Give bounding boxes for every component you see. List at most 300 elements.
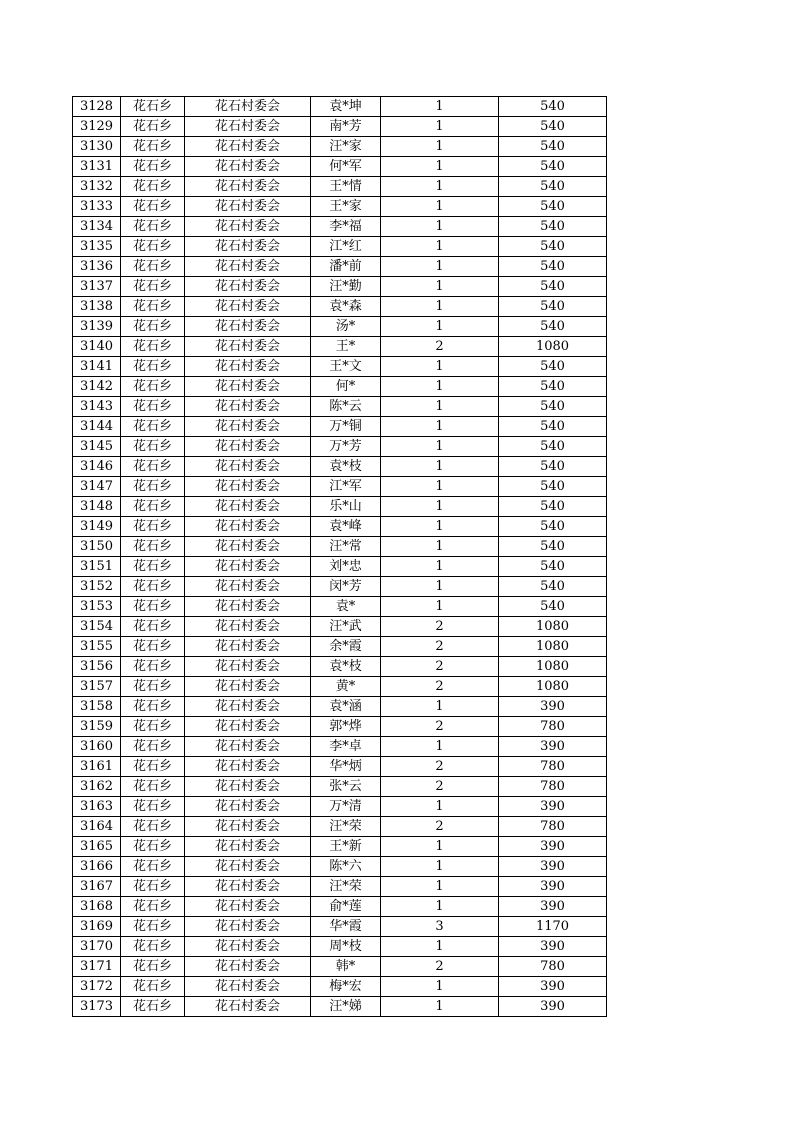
table-row: [73, 197, 607, 217]
name-cell: 韩*: [311, 957, 381, 977]
name-cell: 汤*: [311, 317, 381, 337]
town-cell: 花石乡: [121, 257, 185, 277]
count-cell: 1: [381, 157, 499, 177]
amount-cell: 540: [499, 417, 607, 437]
count-cell: 1: [381, 317, 499, 337]
count-cell: 2: [381, 617, 499, 637]
amount-cell: 540: [499, 237, 607, 257]
town-cell: 花石乡: [121, 457, 185, 477]
row-number-cell: 3144: [73, 417, 121, 437]
count-cell: 1: [381, 977, 499, 997]
name-cell: 王*家: [311, 197, 381, 217]
table-row: [73, 777, 607, 797]
name-cell: 袁*涵: [311, 697, 381, 717]
name-cell: 刘*忠: [311, 557, 381, 577]
name-cell: 汪*荣: [311, 817, 381, 837]
name-cell: 汪*常: [311, 537, 381, 557]
village-cell: 花石村委会: [185, 517, 311, 537]
amount-cell: 540: [499, 577, 607, 597]
row-number-cell: 3157: [73, 677, 121, 697]
town-cell: 花石乡: [121, 397, 185, 417]
town-cell: 花石乡: [121, 877, 185, 897]
name-cell: 王*新: [311, 837, 381, 857]
name-cell: 汪*娣: [311, 997, 381, 1017]
name-cell: 黄*: [311, 677, 381, 697]
amount-cell: 540: [499, 357, 607, 377]
table-row: [73, 317, 607, 337]
village-cell: 花石村委会: [185, 937, 311, 957]
row-number-cell: 3159: [73, 717, 121, 737]
amount-cell: 390: [499, 837, 607, 857]
table-row: [73, 717, 607, 737]
amount-cell: 540: [499, 157, 607, 177]
row-number-cell: 3173: [73, 997, 121, 1017]
town-cell: 花石乡: [121, 897, 185, 917]
amount-cell: 780: [499, 757, 607, 777]
count-cell: 1: [381, 877, 499, 897]
town-cell: 花石乡: [121, 97, 185, 117]
count-cell: 1: [381, 897, 499, 917]
table-row: [73, 897, 607, 917]
name-cell: 余*霞: [311, 637, 381, 657]
amount-cell: 540: [499, 377, 607, 397]
name-cell: 袁*枝: [311, 657, 381, 677]
village-cell: 花石村委会: [185, 797, 311, 817]
amount-cell: 540: [499, 97, 607, 117]
village-cell: 花石村委会: [185, 817, 311, 837]
amount-cell: 540: [499, 257, 607, 277]
town-cell: 花石乡: [121, 497, 185, 517]
town-cell: 花石乡: [121, 737, 185, 757]
name-cell: 王*情: [311, 177, 381, 197]
village-cell: 花石村委会: [185, 357, 311, 377]
village-cell: 花石村委会: [185, 737, 311, 757]
town-cell: 花石乡: [121, 717, 185, 737]
town-cell: 花石乡: [121, 177, 185, 197]
count-cell: 1: [381, 697, 499, 717]
town-cell: 花石乡: [121, 197, 185, 217]
village-cell: 花石村委会: [185, 637, 311, 657]
count-cell: 1: [381, 597, 499, 617]
count-cell: 1: [381, 397, 499, 417]
count-cell: 2: [381, 757, 499, 777]
town-cell: 花石乡: [121, 157, 185, 177]
town-cell: 花石乡: [121, 277, 185, 297]
count-cell: 1: [381, 517, 499, 537]
village-cell: 花石村委会: [185, 837, 311, 857]
village-cell: 花石村委会: [185, 537, 311, 557]
row-number-cell: 3129: [73, 117, 121, 137]
count-cell: 1: [381, 417, 499, 437]
count-cell: 2: [381, 657, 499, 677]
amount-cell: 540: [499, 457, 607, 477]
data-table: [72, 96, 607, 1017]
amount-cell: 540: [499, 557, 607, 577]
row-number-cell: 3145: [73, 437, 121, 457]
row-number-cell: 3158: [73, 697, 121, 717]
row-number-cell: 3171: [73, 957, 121, 977]
village-cell: 花石村委会: [185, 277, 311, 297]
village-cell: 花石村委会: [185, 877, 311, 897]
table-row: [73, 277, 607, 297]
row-number-cell: 3164: [73, 817, 121, 837]
row-number-cell: 3151: [73, 557, 121, 577]
town-cell: 花石乡: [121, 557, 185, 577]
town-cell: 花石乡: [121, 997, 185, 1017]
count-cell: 1: [381, 457, 499, 477]
town-cell: 花石乡: [121, 617, 185, 637]
table-row: [73, 477, 607, 497]
village-cell: 花石村委会: [185, 137, 311, 157]
count-cell: 1: [381, 477, 499, 497]
name-cell: 闵*芳: [311, 577, 381, 597]
row-number-cell: 3135: [73, 237, 121, 257]
table-row: [73, 357, 607, 377]
row-number-cell: 3139: [73, 317, 121, 337]
village-cell: 花石村委会: [185, 177, 311, 197]
name-cell: 江*红: [311, 237, 381, 257]
table-row: [73, 497, 607, 517]
table-row: [73, 537, 607, 557]
table-row: [73, 697, 607, 717]
village-cell: 花石村委会: [185, 237, 311, 257]
village-cell: 花石村委会: [185, 657, 311, 677]
village-cell: 花石村委会: [185, 257, 311, 277]
row-number-cell: 3130: [73, 137, 121, 157]
table-row: [73, 837, 607, 857]
village-cell: 花石村委会: [185, 857, 311, 877]
village-cell: 花石村委会: [185, 297, 311, 317]
town-cell: 花石乡: [121, 657, 185, 677]
count-cell: 1: [381, 257, 499, 277]
name-cell: 万*铜: [311, 417, 381, 437]
name-cell: 王*文: [311, 357, 381, 377]
count-cell: 1: [381, 137, 499, 157]
row-number-cell: 3153: [73, 597, 121, 617]
row-number-cell: 3155: [73, 637, 121, 657]
row-number-cell: 3140: [73, 337, 121, 357]
count-cell: 1: [381, 117, 499, 137]
row-number-cell: 3137: [73, 277, 121, 297]
name-cell: 陈*六: [311, 857, 381, 877]
name-cell: 南*芳: [311, 117, 381, 137]
name-cell: 华*霞: [311, 917, 381, 937]
amount-cell: 390: [499, 937, 607, 957]
town-cell: 花石乡: [121, 517, 185, 537]
table-row: [73, 617, 607, 637]
name-cell: 汪*武: [311, 617, 381, 637]
amount-cell: 1080: [499, 677, 607, 697]
name-cell: 王*: [311, 337, 381, 357]
table-row: [73, 997, 607, 1017]
town-cell: 花石乡: [121, 697, 185, 717]
amount-cell: 540: [499, 177, 607, 197]
town-cell: 花石乡: [121, 677, 185, 697]
table-row: [73, 117, 607, 137]
count-cell: 1: [381, 737, 499, 757]
row-number-cell: 3165: [73, 837, 121, 857]
village-cell: 花石村委会: [185, 497, 311, 517]
amount-cell: 1080: [499, 617, 607, 637]
amount-cell: 540: [499, 517, 607, 537]
count-cell: 1: [381, 797, 499, 817]
row-number-cell: 3133: [73, 197, 121, 217]
row-number-cell: 3170: [73, 937, 121, 957]
name-cell: 袁*峰: [311, 517, 381, 537]
village-cell: 花石村委会: [185, 377, 311, 397]
town-cell: 花石乡: [121, 137, 185, 157]
amount-cell: 1170: [499, 917, 607, 937]
row-number-cell: 3152: [73, 577, 121, 597]
table-row: [73, 237, 607, 257]
amount-cell: 390: [499, 997, 607, 1017]
village-cell: 花石村委会: [185, 117, 311, 137]
village-cell: 花石村委会: [185, 597, 311, 617]
village-cell: 花石村委会: [185, 457, 311, 477]
name-cell: 何*: [311, 377, 381, 397]
amount-cell: 390: [499, 857, 607, 877]
table-row: [73, 957, 607, 977]
row-number-cell: 3143: [73, 397, 121, 417]
count-cell: 2: [381, 677, 499, 697]
town-cell: 花石乡: [121, 817, 185, 837]
table-row: [73, 437, 607, 457]
village-cell: 花石村委会: [185, 317, 311, 337]
amount-cell: 780: [499, 817, 607, 837]
row-number-cell: 3138: [73, 297, 121, 317]
name-cell: 万*清: [311, 797, 381, 817]
village-cell: 花石村委会: [185, 757, 311, 777]
count-cell: 1: [381, 197, 499, 217]
village-cell: 花石村委会: [185, 917, 311, 937]
row-number-cell: 3134: [73, 217, 121, 237]
town-cell: 花石乡: [121, 217, 185, 237]
table-row: [73, 97, 607, 117]
amount-cell: 540: [499, 537, 607, 557]
count-cell: 1: [381, 97, 499, 117]
village-cell: 花石村委会: [185, 157, 311, 177]
row-number-cell: 3128: [73, 97, 121, 117]
amount-cell: 390: [499, 897, 607, 917]
village-cell: 花石村委会: [185, 417, 311, 437]
name-cell: 汪*荣: [311, 877, 381, 897]
village-cell: 花石村委会: [185, 217, 311, 237]
count-cell: 1: [381, 277, 499, 297]
count-cell: 1: [381, 217, 499, 237]
count-cell: 1: [381, 537, 499, 557]
count-cell: 1: [381, 577, 499, 597]
amount-cell: 390: [499, 737, 607, 757]
town-cell: 花石乡: [121, 837, 185, 857]
name-cell: 李*卓: [311, 737, 381, 757]
table-row: [73, 577, 607, 597]
village-cell: 花石村委会: [185, 697, 311, 717]
table-row: [73, 977, 607, 997]
table-row: [73, 677, 607, 697]
town-cell: 花石乡: [121, 237, 185, 257]
village-cell: 花石村委会: [185, 997, 311, 1017]
town-cell: 花石乡: [121, 117, 185, 137]
table-row: [73, 637, 607, 657]
name-cell: 袁*森: [311, 297, 381, 317]
table-row: [73, 757, 607, 777]
count-cell: 1: [381, 177, 499, 197]
amount-cell: 540: [499, 317, 607, 337]
table-row: [73, 857, 607, 877]
town-cell: 花石乡: [121, 957, 185, 977]
table-row: [73, 137, 607, 157]
town-cell: 花石乡: [121, 537, 185, 557]
town-cell: 花石乡: [121, 477, 185, 497]
amount-cell: 540: [499, 397, 607, 417]
table-row: [73, 517, 607, 537]
table-row: [73, 397, 607, 417]
town-cell: 花石乡: [121, 297, 185, 317]
town-cell: 花石乡: [121, 797, 185, 817]
amount-cell: 540: [499, 477, 607, 497]
amount-cell: 540: [499, 437, 607, 457]
name-cell: 汪*家: [311, 137, 381, 157]
table-row: [73, 417, 607, 437]
row-number-cell: 3163: [73, 797, 121, 817]
amount-cell: 1080: [499, 637, 607, 657]
row-number-cell: 3132: [73, 177, 121, 197]
amount-cell: 540: [499, 197, 607, 217]
row-number-cell: 3168: [73, 897, 121, 917]
town-cell: 花石乡: [121, 577, 185, 597]
count-cell: 2: [381, 817, 499, 837]
village-cell: 花石村委会: [185, 577, 311, 597]
table-row: [73, 457, 607, 477]
count-cell: 1: [381, 437, 499, 457]
amount-cell: 540: [499, 597, 607, 617]
village-cell: 花石村委会: [185, 557, 311, 577]
row-number-cell: 3161: [73, 757, 121, 777]
town-cell: 花石乡: [121, 917, 185, 937]
name-cell: 汪*勤: [311, 277, 381, 297]
town-cell: 花石乡: [121, 637, 185, 657]
table-row: [73, 377, 607, 397]
amount-cell: 390: [499, 877, 607, 897]
name-cell: 袁*坤: [311, 97, 381, 117]
village-cell: 花石村委会: [185, 477, 311, 497]
count-cell: 1: [381, 557, 499, 577]
name-cell: 陈*云: [311, 397, 381, 417]
name-cell: 袁*枝: [311, 457, 381, 477]
count-cell: 1: [381, 237, 499, 257]
amount-cell: 540: [499, 297, 607, 317]
row-number-cell: 3160: [73, 737, 121, 757]
town-cell: 花石乡: [121, 337, 185, 357]
village-cell: 花石村委会: [185, 397, 311, 417]
name-cell: 俞*莲: [311, 897, 381, 917]
town-cell: 花石乡: [121, 857, 185, 877]
town-cell: 花石乡: [121, 597, 185, 617]
name-cell: 万*芳: [311, 437, 381, 457]
row-number-cell: 3147: [73, 477, 121, 497]
amount-cell: 1080: [499, 657, 607, 677]
row-number-cell: 3149: [73, 517, 121, 537]
count-cell: 2: [381, 717, 499, 737]
amount-cell: 540: [499, 117, 607, 137]
count-cell: 2: [381, 337, 499, 357]
count-cell: 1: [381, 837, 499, 857]
table-row: [73, 937, 607, 957]
table-row: [73, 797, 607, 817]
count-cell: 1: [381, 357, 499, 377]
name-cell: 周*枝: [311, 937, 381, 957]
table-row: [73, 817, 607, 837]
town-cell: 花石乡: [121, 777, 185, 797]
name-cell: 潘*前: [311, 257, 381, 277]
village-cell: 花石村委会: [185, 97, 311, 117]
name-cell: 梅*宏: [311, 977, 381, 997]
town-cell: 花石乡: [121, 757, 185, 777]
amount-cell: 540: [499, 217, 607, 237]
row-number-cell: 3167: [73, 877, 121, 897]
amount-cell: 540: [499, 137, 607, 157]
table-row: [73, 917, 607, 937]
name-cell: 何*军: [311, 157, 381, 177]
row-number-cell: 3162: [73, 777, 121, 797]
count-cell: 1: [381, 857, 499, 877]
amount-cell: 390: [499, 977, 607, 997]
table-row: [73, 257, 607, 277]
count-cell: 2: [381, 957, 499, 977]
row-number-cell: 3141: [73, 357, 121, 377]
name-cell: 郭*烨: [311, 717, 381, 737]
name-cell: 张*云: [311, 777, 381, 797]
amount-cell: 1080: [499, 337, 607, 357]
name-cell: 李*福: [311, 217, 381, 237]
table-row: [73, 177, 607, 197]
count-cell: 3: [381, 917, 499, 937]
amount-cell: 390: [499, 697, 607, 717]
village-cell: 花石村委会: [185, 717, 311, 737]
row-number-cell: 3146: [73, 457, 121, 477]
table-row: [73, 597, 607, 617]
table-row: [73, 657, 607, 677]
row-number-cell: 3148: [73, 497, 121, 517]
row-number-cell: 3169: [73, 917, 121, 937]
name-cell: 华*炳: [311, 757, 381, 777]
table-row: [73, 877, 607, 897]
amount-cell: 390: [499, 797, 607, 817]
count-cell: 1: [381, 937, 499, 957]
name-cell: 乐*山: [311, 497, 381, 517]
amount-cell: 780: [499, 957, 607, 977]
row-number-cell: 3156: [73, 657, 121, 677]
table-row: [73, 337, 607, 357]
amount-cell: 780: [499, 717, 607, 737]
name-cell: 袁*: [311, 597, 381, 617]
town-cell: 花石乡: [121, 377, 185, 397]
town-cell: 花石乡: [121, 977, 185, 997]
table-row: [73, 217, 607, 237]
name-cell: 江*军: [311, 477, 381, 497]
table-body: [73, 97, 607, 1017]
count-cell: 1: [381, 377, 499, 397]
village-cell: 花石村委会: [185, 617, 311, 637]
table-row: [73, 297, 607, 317]
town-cell: 花石乡: [121, 417, 185, 437]
count-cell: 2: [381, 637, 499, 657]
town-cell: 花石乡: [121, 317, 185, 337]
row-number-cell: 3131: [73, 157, 121, 177]
amount-cell: 540: [499, 497, 607, 517]
village-cell: 花石村委会: [185, 777, 311, 797]
row-number-cell: 3166: [73, 857, 121, 877]
